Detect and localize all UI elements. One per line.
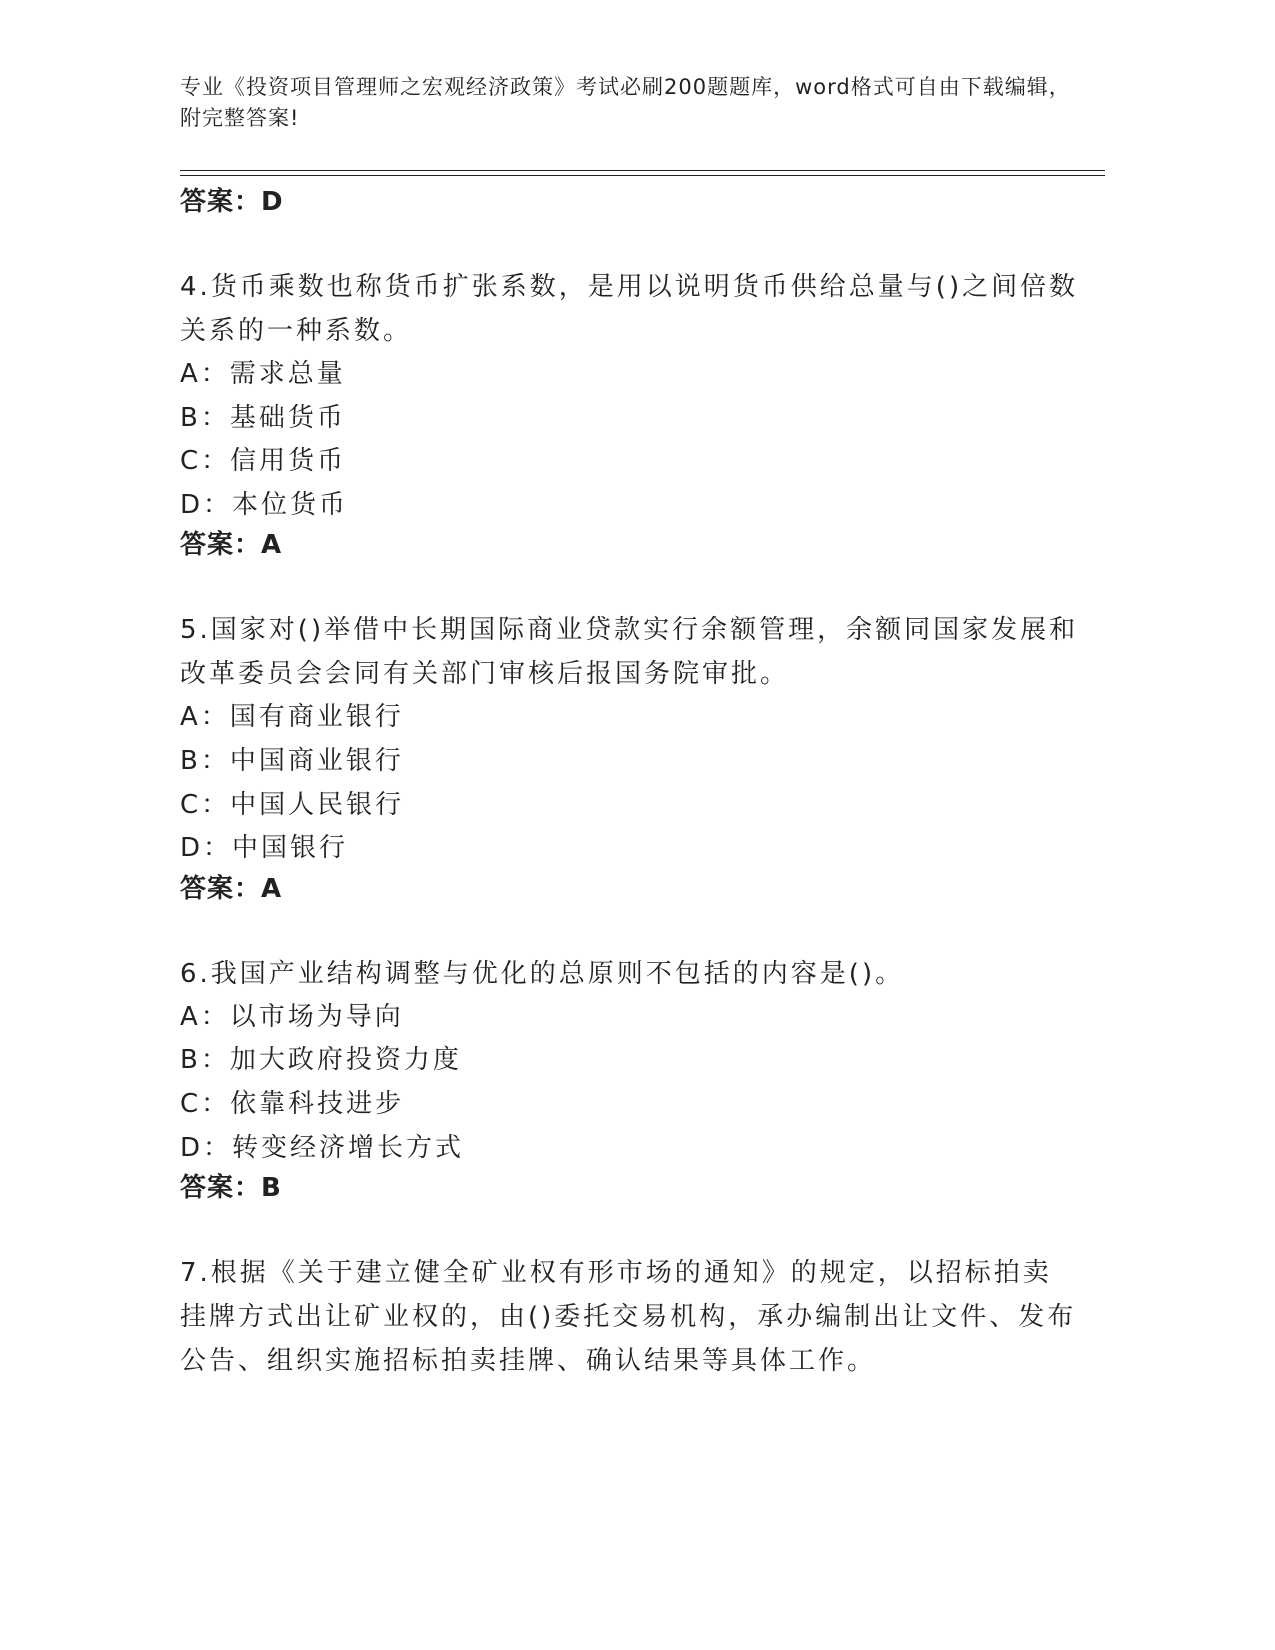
- option-a: A：需求总量: [180, 359, 346, 389]
- option-d: D：本位货币: [180, 489, 349, 520]
- option-a: A：国有商业银行: [180, 702, 404, 733]
- option-b: B：基础货币: [180, 402, 346, 433]
- header-rule-bottom: [180, 175, 1105, 176]
- option-c: C：依靠科技进步: [180, 1088, 405, 1119]
- question-6: [180, 952, 1080, 1206]
- document-body: [180, 184, 1080, 1383]
- question-stem: 6.我国产业结构调整与优化的总原则不包括的内容是()。: [180, 958, 905, 989]
- question-5: [180, 608, 1080, 906]
- answer-line: 答案：D: [180, 187, 284, 217]
- document-header: 专业《投资项目管理师之宏观经济政策》考试必刷200题题库，word格式可自由下载编辑，附完整答案!: [180, 75, 1071, 130]
- question-stem: 4.货币乘数也称货币扩张系数，是用以说明货币供给总量与()之间倍数关系的一种系数。: [180, 272, 1079, 346]
- option-d: D：中国银行: [180, 833, 349, 864]
- answer-line: 答案：A: [180, 873, 283, 904]
- question-stem: 7.根据《关于建立健全矿业权有形市场的通知》的规定，以招标拍卖挂牌方式出让矿业权的，由()委托交易机构，承办编制出让文件、发布公告、组织实施招标拍卖挂牌、确认结果等具体工作。: [180, 1258, 1077, 1377]
- option-a: A：以市场为导向: [180, 1001, 404, 1032]
- option-c: C：信用货币: [180, 446, 347, 477]
- option-d: D：转变经济增长方式: [180, 1132, 465, 1163]
- option-c: C：中国人民银行: [180, 789, 405, 820]
- header-rule-top: [180, 170, 1105, 171]
- question-4: [180, 265, 1080, 563]
- question-7: [180, 1251, 1080, 1383]
- answer-line: 答案：B: [180, 1173, 282, 1204]
- answer-line: 答案：A: [180, 530, 283, 561]
- option-b: B：中国商业银行: [180, 745, 404, 776]
- question-stem: 5.国家对()举借中长期国际商业贷款实行余额管理，余额同国家发展和改革委员会会同有关部门审核后报国务院审批。: [180, 615, 1079, 690]
- option-b: B：加大政府投资力度: [180, 1045, 462, 1076]
